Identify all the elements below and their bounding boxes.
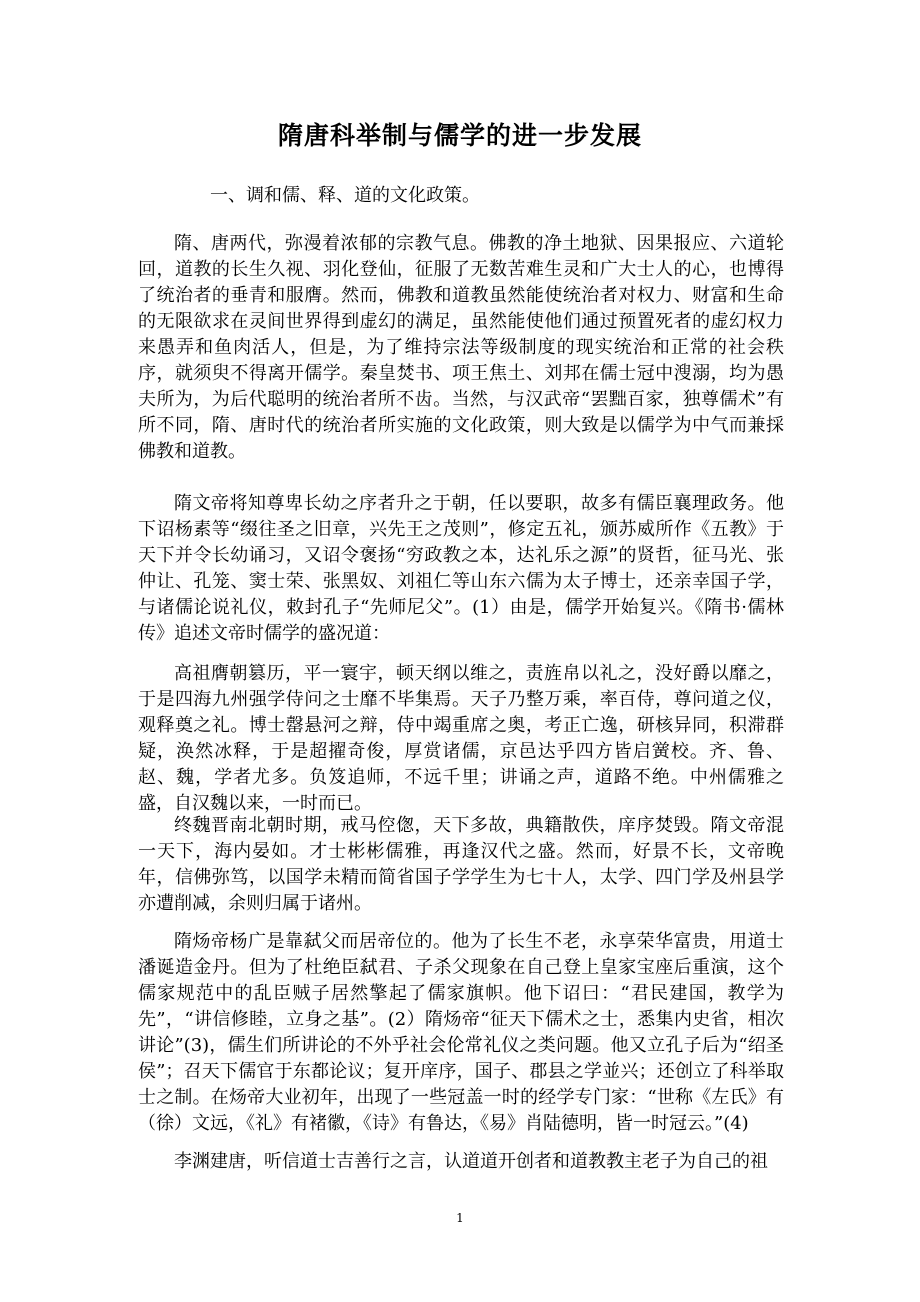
paragraph-1: 隋、唐两代，弥漫着浓郁的宗教气息。佛教的净土地狱、因果报应、六道轮回，道教的长生久视、羽化登仙，征服了无数苦难生灵和广大士人的心，也博得了统治者的垂青和服膺。然而，佛教和道教虽然能使统治者对权力、财富和生命的无限欲求在灵间世界得到虚幻的满足，虽然能使他们通过预置死者的虚幻权力来愚弄和鱼肉活人，但是，为了维持宗法等级制度的现实统治和正常的社会秩序，就须臾不得离开儒学。秦皇焚书、项王焦土、刘邦在儒士冠中溲溺，均为愚夫所为，为后代聪明的统治者所不齿。当然，与汉武帝“罢黜百家，独尊儒术”有所不同，隋、唐时代的统治者所实施的文化政策，则大致是以儒学为中气而兼採佛教和道教。 <box>138 233 784 462</box>
section-heading: 一、调和儒、释、道的文化政策。 <box>210 185 480 206</box>
page-number: 1 <box>456 1211 464 1225</box>
document-title: 隋唐科举制与儒学的进一步发展 <box>277 121 642 150</box>
paragraph-4: 终魏晋南北朝时期，戒马倥偬，天下多故，典籍散佚，庠序焚毁。隋文帝混一天下，海内晏如。才士彬彬儒雅，再逢汉代之盛。然而，好景不长，文帝晚年，信佛弥笃，以国学未精而简省国子学学生为七十人，太学、四门学及州县学亦遭削减，余则归属于诸州。 <box>138 815 784 914</box>
paragraph-5: 隋炀帝杨广是靠弑父而居帝位的。他为了长生不老，永享荣华富贵，用道士潘诞造金丹。但为了杜绝臣弑君、子杀父现象在自己登上皇家宝座后重演，这个儒家规范中的乱臣贼子居然擎起了儒家旗帜。他下诏曰：“君民建国，教学为先”，“讲信修睦，立身之基”。(2）隋炀帝“征天下儒术之士，悉集内史省，相次讲论”(3)，儒生们所讲论的不外乎社会伦常礼仪之类问题。他又立孔子后为“绍圣侯”；召天下儒官于东都论议；复开庠序，国子、郡县之学並兴；还创立了科举取士之制。在炀帝大业初年，出现了一些冠盖一时的经学专门家：“世称《左氏》有（徐）文远，《礼》有褚徽，《诗》有鲁达，《易》肖陆德明，皆一时冠云。”(4) <box>138 931 784 1134</box>
paragraph-3: 高祖膺朝篡历，平一寰宇，顿天纲以维之，责旌帛以礼之，没好爵以靡之，于是四海九州强学侍问之士靡不毕集焉。天子乃整万乘，率百侍，尊问道之仪，观释奠之礼。博士罄悬河之辩，侍中竭重席之奥，考正亡逸，研核异同，积滞群疑，涣然冰释，于是超擢奇俊，厚赏诸儒，京邑达乎四方皆启黉校。齐、鲁、赵、魏，学者尤多。负笈追师，不远千里；讲诵之声，道路不绝。中州儒雅之盛，自汉魏以来，一时而已。 <box>138 663 784 814</box>
paragraph-6: 李渊建唐，听信道士吉善行之言，认道道开创者和道教教主老子为自己的祖 <box>174 1151 768 1172</box>
paragraph-2: 隋文帝将知尊卑长幼之序者升之于朝，任以要职，故多有儒臣襄理政务。他下诏杨素等“缀往圣之旧章，兴先王之茂则”，修定五礼，颁苏威所作《五教》于天下并令长幼诵习，又诏令褒扬“穷政教之本，达礼乐之源”的贤哲，征马光、张仲让、孔笼、窦士荣、张黑奴、刘祖仁等山东六儒为太子博士，还亲幸国子学，与诸儒论说礼仪，敕封孔子“先师尼父”。(1）由是，儒学开始复兴。《隋书·儒林传》追述文帝时儒学的盛况道： <box>138 493 784 644</box>
